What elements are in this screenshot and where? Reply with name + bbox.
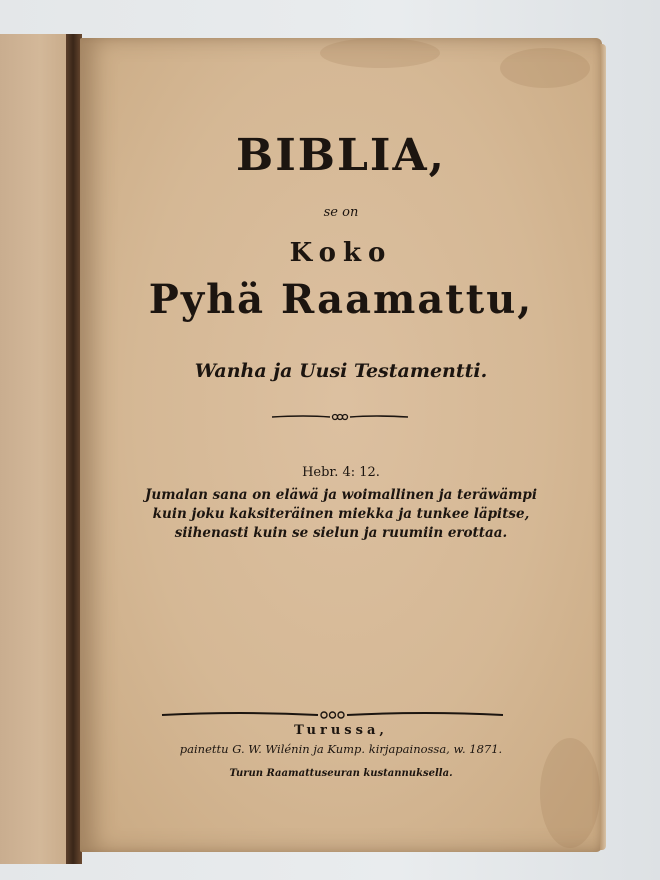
water-stain	[500, 48, 590, 88]
connector-text: se on	[323, 205, 359, 220]
verse-reference: Hebr. 4: 12.	[302, 465, 380, 480]
printer-line: painettu G. W. Wilénin ja Kump. kirjapainossa, w. 1871.	[179, 742, 503, 756]
water-stain	[320, 38, 440, 68]
book-title: BIBLIA,	[236, 130, 446, 181]
verse-text: Jumalan sana on eläwä ja woimallinen ja teräwämpi kuin joku kaksiteräinen miekka ja tunkee läpitse, siihenasti kuin se sielun ja ruumiin erottaa.	[145, 487, 537, 541]
pyha-raamattu-line: Pyhä Raamattu,	[148, 276, 534, 323]
ornament-divider-long	[160, 708, 505, 722]
subtitle: Wanha ja Uusi Testamentti.	[194, 360, 488, 382]
publisher-line: Turun Raamattuseuran kustannuksella.	[229, 768, 453, 779]
ornament-divider	[270, 410, 410, 424]
city-name: Turussa,	[294, 723, 388, 738]
koko-line: Koko	[289, 238, 393, 268]
